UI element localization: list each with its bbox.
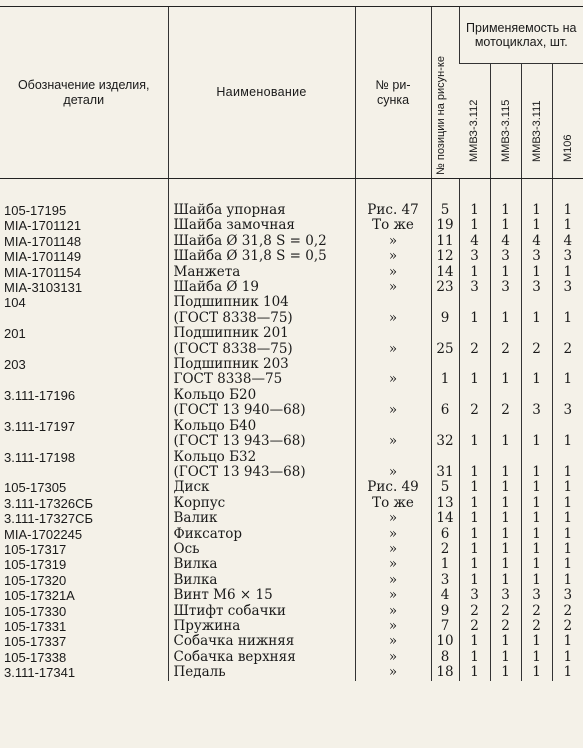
part-code: MIA-3103131 (4, 280, 83, 296)
figure-ref: » (355, 619, 431, 634)
quantity-model-4: 1 (552, 665, 583, 680)
model-2-label: ММВЗ-3.115 (499, 99, 512, 162)
position-number: 9 (431, 604, 459, 619)
part-name-line: Штифт собачки (173, 603, 286, 619)
quantity-model-3: 1 (521, 357, 552, 388)
position-number: 2 (431, 542, 459, 557)
position-number: 14 (431, 511, 459, 526)
table-row (0, 542, 583, 557)
figure-ref: » (355, 234, 431, 249)
position-number: 7 (431, 619, 459, 634)
part-code: 105-17331 (4, 618, 67, 634)
quantity-model-3: 1 (521, 480, 552, 495)
part-name (168, 388, 355, 419)
model-4-label: М106 (561, 134, 574, 162)
quantity-model-1: 1 (459, 665, 490, 680)
quantity-model-1: 2 (459, 604, 490, 619)
part-name-line: Кольцо Б20 (173, 387, 257, 403)
quantity-model-1: 3 (459, 588, 490, 603)
part-name-line: Шайба Ø 31,8 S = 0,5 (173, 249, 327, 265)
quantity-model-3: 1 (521, 450, 552, 481)
figure-ref: » (355, 511, 431, 526)
part-name-line: Подшипник 104 (173, 295, 289, 311)
part-name (168, 357, 355, 388)
figure-ref: » (355, 326, 431, 357)
quantity-model-3: 3 (521, 588, 552, 603)
quantity-model-3: 1 (521, 218, 552, 233)
part-name-line: Шайба замочная (173, 218, 295, 234)
quantity-model-2: 2 (490, 388, 521, 419)
table-row (0, 557, 583, 572)
part-name (168, 419, 355, 450)
part-name-line: Фиксатор (173, 526, 242, 542)
quantity-model-3: 2 (521, 619, 552, 634)
quantity-model-1: 1 (459, 527, 490, 542)
model-1-label: ММВЗ-3.112 (468, 99, 481, 162)
quantity-model-2: 1 (490, 511, 521, 526)
quantity-model-3: 1 (521, 542, 552, 557)
quantity-model-3: 1 (521, 573, 552, 588)
table-row (0, 249, 583, 264)
quantity-model-2: 3 (490, 588, 521, 603)
quantity-model-2: 1 (490, 295, 521, 326)
figure-ref: » (355, 665, 431, 680)
part-name (168, 557, 355, 572)
quantity-model-3: 1 (521, 527, 552, 542)
position-number: 9 (431, 295, 459, 326)
quantity-model-4: 1 (552, 419, 583, 450)
quantity-model-1: 2 (459, 388, 490, 419)
header-model-4 (552, 64, 583, 179)
header-code (0, 7, 168, 179)
part-name (168, 527, 355, 542)
part-name (168, 619, 355, 634)
position-number: 14 (431, 265, 459, 280)
quantity-model-4: 3 (552, 280, 583, 295)
header-name (168, 7, 355, 179)
figure-ref: То же (355, 496, 431, 511)
part-name (168, 665, 355, 680)
part-name (168, 604, 355, 619)
part-name (168, 588, 355, 603)
part-code: MIA-1701149 (4, 249, 82, 265)
part-code: 105-17330 (4, 603, 67, 619)
quantity-model-2: 1 (490, 218, 521, 233)
table-row (0, 480, 583, 495)
quantity-model-4: 4 (552, 234, 583, 249)
quantity-model-2: 3 (490, 280, 521, 295)
quantity-model-3: 1 (521, 665, 552, 680)
header-model-2 (490, 64, 521, 179)
figure-ref: » (355, 419, 431, 450)
part-code: 201 (4, 326, 26, 342)
figure-ref: » (355, 542, 431, 557)
part-code: 203 (4, 357, 26, 373)
table-row (0, 527, 583, 542)
table-row (0, 203, 583, 218)
quantity-model-3: 1 (521, 265, 552, 280)
part-code: MIA-1701148 (4, 233, 82, 249)
quantity-model-1: 1 (459, 265, 490, 280)
part-name (168, 265, 355, 280)
table-row (0, 234, 583, 249)
part-name-line: Ось (173, 541, 200, 557)
figure-ref: » (355, 557, 431, 572)
table-row (0, 650, 583, 665)
quantity-model-1: 1 (459, 203, 490, 218)
part-name-line: Кольцо Б32 (173, 449, 257, 465)
figure-ref: » (355, 634, 431, 649)
position-number: 5 (431, 203, 459, 218)
position-number: 19 (431, 218, 459, 233)
position-number: 3 (431, 573, 459, 588)
part-name (168, 450, 355, 481)
part-code: 105-17195 (4, 203, 67, 218)
quantity-model-2: 1 (490, 450, 521, 481)
quantity-model-4: 1 (552, 203, 583, 218)
part-name-line: Подшипник 203 (173, 357, 289, 373)
quantity-model-1: 1 (459, 573, 490, 588)
quantity-model-1: 3 (459, 249, 490, 264)
quantity-model-2: 1 (490, 542, 521, 557)
figure-ref: » (355, 527, 431, 542)
table-row (0, 573, 583, 588)
figure-ref: » (355, 280, 431, 295)
position-number: 32 (431, 419, 459, 450)
part-name (168, 234, 355, 249)
part-name (168, 650, 355, 665)
part-code: 105-17321А (4, 588, 75, 604)
quantity-model-2: 2 (490, 619, 521, 634)
part-code: 105-17319 (4, 557, 67, 573)
part-name (168, 480, 355, 495)
part-name-line: ГОСТ 8338—75 (173, 371, 283, 388)
part-name-line: Пружина (173, 618, 241, 634)
part-code: 3.111-17327СБ (4, 511, 94, 527)
table-row (0, 357, 583, 388)
position-number: 1 (431, 557, 459, 572)
table-row (0, 588, 583, 603)
quantity-model-2: 1 (490, 357, 521, 388)
position-number: 25 (431, 326, 459, 357)
quantity-model-4: 1 (552, 557, 583, 572)
quantity-model-4: 1 (552, 650, 583, 665)
part-code: MIA-1701154 (4, 264, 82, 280)
figure-ref: » (355, 650, 431, 665)
part-name-line: Валик (173, 511, 218, 527)
quantity-model-3: 4 (521, 234, 552, 249)
part-name (168, 249, 355, 264)
part-name-line: Диск (173, 480, 210, 496)
quantity-model-4: 3 (552, 388, 583, 419)
quantity-model-1: 1 (459, 450, 490, 481)
position-number: 4 (431, 588, 459, 603)
header-model-1 (459, 64, 490, 179)
quantity-model-1: 1 (459, 419, 490, 450)
quantity-model-3: 1 (521, 650, 552, 665)
quantity-model-1: 1 (459, 542, 490, 557)
table-row (0, 218, 583, 233)
quantity-model-2: 1 (490, 203, 521, 218)
quantity-model-2: 1 (490, 665, 521, 680)
part-name-line: Шайба упорная (173, 203, 286, 218)
header-position (431, 7, 459, 179)
quantity-model-4: 1 (552, 265, 583, 280)
header-applicability-label: Применяемость на мотоциклах, шт. (466, 21, 577, 49)
part-code: 3.111-17197 (4, 418, 76, 434)
part-name-line: (ГОСТ 13 943—68) (173, 433, 306, 450)
quantity-model-3: 1 (521, 295, 552, 326)
quantity-model-2: 1 (490, 527, 521, 542)
part-code: 104 (4, 295, 26, 311)
part-name (168, 496, 355, 511)
position-number: 8 (431, 650, 459, 665)
part-code: 105-17338 (4, 649, 67, 665)
part-name (168, 573, 355, 588)
part-code: 3.111-17198 (4, 449, 76, 465)
quantity-model-3: 2 (521, 604, 552, 619)
quantity-model-1: 3 (459, 280, 490, 295)
figure-ref: » (355, 388, 431, 419)
position-number: 5 (431, 480, 459, 495)
part-name (168, 280, 355, 295)
table-row (0, 280, 583, 295)
quantity-model-4: 1 (552, 295, 583, 326)
quantity-model-4: 3 (552, 588, 583, 603)
part-code: 105-17305 (4, 480, 67, 496)
quantity-model-4: 2 (552, 326, 583, 357)
quantity-model-4: 2 (552, 604, 583, 619)
header-applicability (459, 7, 583, 64)
header-model-3 (521, 64, 552, 179)
part-name-line: Вилка (173, 557, 218, 573)
position-number: 6 (431, 388, 459, 419)
quantity-model-2: 1 (490, 557, 521, 572)
quantity-model-3: 3 (521, 388, 552, 419)
quantity-model-2: 1 (490, 634, 521, 649)
quantity-model-3: 1 (521, 557, 552, 572)
quantity-model-3: 1 (521, 496, 552, 511)
position-number: 12 (431, 249, 459, 264)
position-number: 1 (431, 357, 459, 388)
header-figure-label: № ри-сунка (375, 77, 411, 107)
part-code: 105-17320 (4, 572, 67, 588)
figure-ref: » (355, 295, 431, 326)
table-row (0, 496, 583, 511)
quantity-model-2: 1 (490, 496, 521, 511)
part-name (168, 203, 355, 218)
part-name (168, 295, 355, 326)
quantity-model-1: 2 (459, 326, 490, 357)
part-code: 105-17337 (4, 634, 67, 650)
quantity-model-1: 1 (459, 480, 490, 495)
parts-applicability-table (0, 6, 583, 681)
position-number: 6 (431, 527, 459, 542)
quantity-model-3: 1 (521, 511, 552, 526)
quantity-model-2: 1 (490, 480, 521, 495)
part-name-line: Собачка нижняя (173, 634, 295, 650)
part-name-line: Собачка верхняя (173, 649, 296, 665)
quantity-model-1: 1 (459, 496, 490, 511)
quantity-model-1: 1 (459, 634, 490, 649)
part-name-line: Шайба Ø 31,8 S = 0,2 (173, 233, 327, 249)
part-code: MIA-1701121 (4, 218, 82, 234)
quantity-model-3: 1 (521, 203, 552, 218)
quantity-model-1: 1 (459, 218, 490, 233)
quantity-model-4: 1 (552, 357, 583, 388)
quantity-model-1: 1 (459, 357, 490, 388)
quantity-model-4: 1 (552, 511, 583, 526)
part-name-line: Шайба Ø 19 (173, 280, 259, 296)
table-row (0, 450, 583, 481)
part-name-line: Педаль (173, 665, 226, 681)
quantity-model-4: 1 (552, 542, 583, 557)
table-row (0, 634, 583, 649)
part-code: 3.111-17341 (4, 665, 76, 681)
figure-ref: » (355, 249, 431, 264)
part-code: MIA-1702245 (4, 526, 83, 542)
quantity-model-2: 1 (490, 573, 521, 588)
quantity-model-1: 1 (459, 650, 490, 665)
quantity-model-4: 1 (552, 450, 583, 481)
part-name-line: (ГОСТ 8338—75) (173, 309, 293, 326)
quantity-model-2: 2 (490, 326, 521, 357)
part-name-line: Винт М6 × 15 (173, 588, 273, 604)
quantity-model-4: 1 (552, 496, 583, 511)
table-row (0, 665, 583, 680)
header-position-label: № позиции на рисун-ке (434, 56, 447, 175)
table-row (0, 419, 583, 450)
table-row (0, 295, 583, 326)
part-name (168, 326, 355, 357)
part-name-line: Манжета (173, 264, 241, 280)
quantity-model-1: 2 (459, 619, 490, 634)
position-number: 13 (431, 496, 459, 511)
quantity-model-1: 1 (459, 295, 490, 326)
table-row (0, 265, 583, 280)
quantity-model-2: 2 (490, 604, 521, 619)
quantity-model-1: 1 (459, 557, 490, 572)
position-number: 11 (431, 234, 459, 249)
part-name (168, 542, 355, 557)
quantity-model-4: 1 (552, 480, 583, 495)
table-spacer (0, 179, 583, 204)
figure-ref: » (355, 450, 431, 481)
figure-ref: То же (355, 218, 431, 233)
part-name-line: Кольцо Б40 (173, 418, 257, 434)
quantity-model-2: 3 (490, 249, 521, 264)
header-figure (355, 7, 431, 179)
part-code: 105-17317 (4, 541, 67, 557)
part-name-line: Корпус (173, 495, 226, 511)
quantity-model-3: 3 (521, 280, 552, 295)
figure-ref: » (355, 265, 431, 280)
quantity-model-2: 1 (490, 419, 521, 450)
figure-ref: » (355, 357, 431, 388)
table-row (0, 326, 583, 357)
part-name (168, 218, 355, 233)
quantity-model-4: 1 (552, 634, 583, 649)
table-row (0, 388, 583, 419)
figure-ref: » (355, 604, 431, 619)
table-row (0, 511, 583, 526)
figure-ref: » (355, 588, 431, 603)
quantity-model-2: 1 (490, 265, 521, 280)
quantity-model-3: 2 (521, 326, 552, 357)
part-name-line: (ГОСТ 13 940—68) (173, 402, 306, 419)
part-name-line: Подшипник 201 (173, 326, 289, 342)
position-number: 31 (431, 450, 459, 481)
quantity-model-4: 1 (552, 218, 583, 233)
quantity-model-3: 1 (521, 634, 552, 649)
quantity-model-2: 1 (490, 650, 521, 665)
table-row (0, 604, 583, 619)
part-name-line: (ГОСТ 13 943—68) (173, 463, 306, 480)
position-number: 23 (431, 280, 459, 295)
quantity-model-2: 4 (490, 234, 521, 249)
part-name-line: (ГОСТ 8338—75) (173, 340, 293, 357)
quantity-model-1: 1 (459, 511, 490, 526)
quantity-model-4: 3 (552, 249, 583, 264)
quantity-model-4: 2 (552, 619, 583, 634)
part-name-line: Вилка (173, 572, 218, 588)
header-code-label: Обозначение изделия, детали (17, 77, 150, 107)
figure-ref: Рис. 47 (355, 203, 431, 218)
table-body (0, 179, 583, 681)
part-code: 3.111-17196 (4, 387, 76, 403)
quantity-model-1: 4 (459, 234, 490, 249)
header-name-label: Наименование (216, 85, 307, 99)
quantity-model-4: 1 (552, 573, 583, 588)
model-3-label: ММВЗ-3.111 (530, 100, 543, 162)
position-number: 10 (431, 634, 459, 649)
table-row (0, 619, 583, 634)
figure-ref: Рис. 49 (355, 480, 431, 495)
position-number: 18 (431, 665, 459, 680)
part-code: 3.111-17326СБ (4, 495, 94, 511)
part-name (168, 634, 355, 649)
figure-ref: » (355, 573, 431, 588)
part-name (168, 511, 355, 526)
quantity-model-3: 1 (521, 419, 552, 450)
quantity-model-3: 3 (521, 249, 552, 264)
quantity-model-4: 1 (552, 527, 583, 542)
